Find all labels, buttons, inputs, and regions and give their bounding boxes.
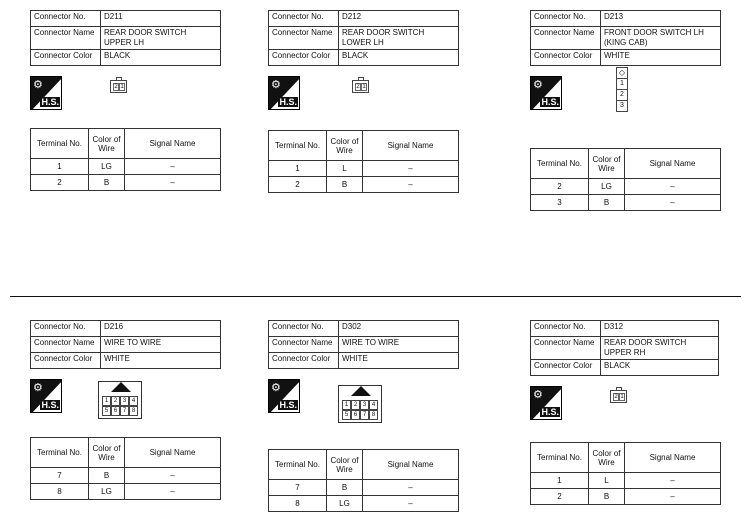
connector-number: D216: [101, 321, 221, 337]
harness-side-icon: ⚙ H.S.: [30, 379, 62, 413]
table-row: 2 LG –: [531, 179, 721, 195]
terminal-header: Terminal No.: [269, 450, 327, 480]
harness-side-icon: ⚙ H.S.: [530, 386, 562, 420]
color-header: Color of Wire: [327, 450, 363, 480]
connector-panel-d211: [30, 10, 230, 191]
terminal-table: [268, 130, 459, 193]
info-label: Connector No.: [269, 321, 339, 337]
harness-side-icon: ⚙ H.S.: [268, 379, 300, 413]
connector-info-table: [268, 320, 459, 369]
color-header: Color of Wire: [589, 443, 625, 473]
connector-name: FRONT DOOR SWITCH LH (KING CAB): [601, 27, 721, 50]
connector-color: WHITE: [601, 50, 721, 66]
connector-info-table: [530, 10, 721, 66]
connector-3pin-icon: ◇ 1 2 3: [616, 68, 628, 112]
connector-number: D211: [101, 11, 221, 27]
info-label: Connector Name: [31, 27, 101, 50]
info-label: Connector Color: [531, 360, 601, 376]
info-label: Connector Color: [531, 50, 601, 66]
signal-header: Signal Name: [625, 443, 721, 473]
connector-diagram: [30, 76, 230, 124]
terminal-header: Terminal No.: [31, 438, 89, 468]
connector-diagram: [30, 379, 230, 433]
connector-2pin-icon: 2 1: [110, 80, 127, 93]
signal-header: Signal Name: [625, 149, 721, 179]
table-row: 1 LG –: [31, 159, 221, 175]
terminal-table: [530, 148, 721, 211]
info-label: Connector Color: [269, 50, 339, 66]
connector-number: D213: [601, 11, 721, 27]
connector-panel-d212: [268, 10, 468, 193]
table-row: 3 B –: [531, 195, 721, 211]
connector-diagram: [268, 76, 468, 124]
connector-8pin-icon: 1 2 3 4 5 6 7 8: [338, 385, 382, 423]
color-header: Color of Wire: [89, 129, 125, 159]
section-divider: [10, 296, 741, 297]
terminal-header: Terminal No.: [31, 129, 89, 159]
signal-header: Signal Name: [363, 450, 459, 480]
color-header: Color of Wire: [589, 149, 625, 179]
info-label: Connector No.: [531, 321, 601, 337]
harness-side-icon: ⚙ H.S.: [530, 76, 562, 110]
connector-name: REAR DOOR SWITCH UPPER LH: [101, 27, 221, 50]
info-label: Connector Color: [269, 353, 339, 369]
info-label: Connector No.: [269, 11, 339, 27]
info-label: Connector Name: [531, 337, 601, 360]
info-label: Connector No.: [531, 11, 601, 27]
info-label: Connector Name: [31, 337, 101, 353]
terminal-table: [30, 437, 221, 500]
info-label: Connector No.: [31, 11, 101, 27]
connector-color: BLACK: [101, 50, 221, 66]
connector-number: D212: [339, 11, 459, 27]
table-row: 1 L –: [269, 161, 459, 177]
connector-diagram: [530, 386, 730, 438]
signal-header: Signal Name: [125, 129, 221, 159]
connector-8pin-icon: 1 2 3 4 5 6 7 8: [98, 381, 142, 419]
terminal-table: [268, 449, 459, 512]
info-label: Connector No.: [31, 321, 101, 337]
info-label: Connector Color: [31, 50, 101, 66]
connector-info-table: [530, 320, 719, 376]
harness-side-icon: ⚙ H.S.: [30, 76, 62, 110]
signal-header: Signal Name: [125, 438, 221, 468]
harness-side-icon: ⚙ H.S.: [268, 76, 300, 110]
terminal-header: Terminal No.: [269, 131, 327, 161]
connector-color: BLACK: [339, 50, 459, 66]
connector-color: WHITE: [101, 353, 221, 369]
table-row: 8 LG –: [269, 496, 459, 512]
color-header: Color of Wire: [327, 131, 363, 161]
connector-number: D312: [601, 321, 719, 337]
connector-name: WIRE TO WIRE: [339, 337, 459, 353]
table-row: 2 B –: [31, 175, 221, 191]
connector-diagram: [268, 379, 468, 445]
connector-number: D302: [339, 321, 459, 337]
connector-2pin-icon: 2 1: [610, 390, 627, 403]
connector-info-table: [30, 320, 221, 369]
connector-name: WIRE TO WIRE: [101, 337, 221, 353]
terminal-header: Terminal No.: [531, 149, 589, 179]
table-row: 7 B –: [31, 468, 221, 484]
connector-panel-d312: [530, 320, 730, 505]
info-label: Connector Name: [269, 27, 339, 50]
connector-name: REAR DOOR SWITCH UPPER RH: [601, 337, 719, 360]
info-label: Connector Color: [31, 353, 101, 369]
connector-panel-d213: [530, 10, 730, 211]
info-label: Connector Name: [269, 337, 339, 353]
table-row: 8 LG –: [31, 484, 221, 500]
connector-panel-d216: [30, 320, 230, 500]
signal-header: Signal Name: [363, 131, 459, 161]
table-row: 7 B –: [269, 480, 459, 496]
table-row: 2 B –: [531, 489, 721, 505]
terminal-table: [530, 442, 721, 505]
color-header: Color of Wire: [89, 438, 125, 468]
table-row: 2 B –: [269, 177, 459, 193]
table-row: 1 L –: [531, 473, 721, 489]
connector-color: BLACK: [601, 360, 719, 376]
terminal-table: [30, 128, 221, 191]
connector-info-table: [30, 10, 221, 66]
terminal-header: Terminal No.: [531, 443, 589, 473]
connector-panel-d302: [268, 320, 468, 512]
connector-2pin-icon: 2 1: [352, 80, 369, 93]
connector-diagram: [530, 68, 730, 142]
connector-info-table: [268, 10, 459, 66]
info-label: Connector Name: [531, 27, 601, 50]
connector-color: WHITE: [339, 353, 459, 369]
connector-name: REAR DOOR SWITCH LOWER LH: [339, 27, 459, 50]
